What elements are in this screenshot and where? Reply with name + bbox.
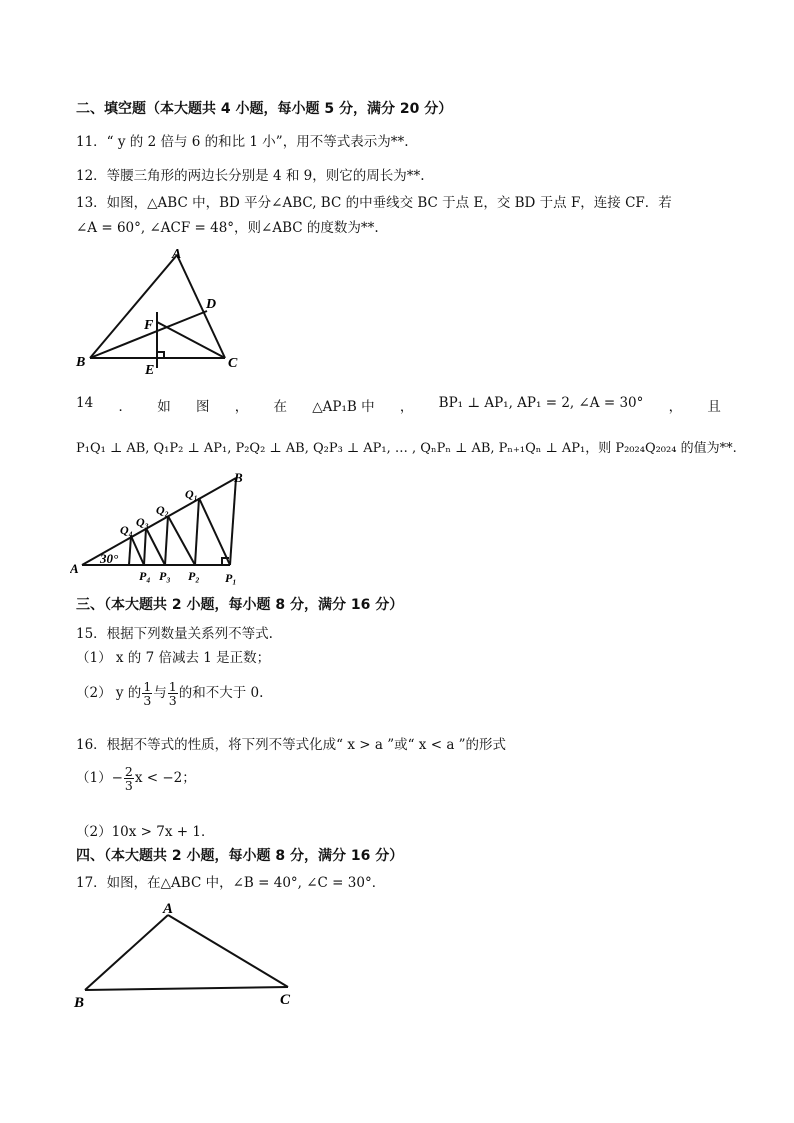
label-b: B xyxy=(74,995,85,1011)
q16-p1-prefix: （1）− xyxy=(76,770,123,787)
section-2-heading: 二、填空题（本大题共 4 小题，每小题 5 分，满分 20 分） xyxy=(76,101,453,117)
q14-token: △AP₁B 中 xyxy=(312,399,375,415)
q14-token: BP₁ ⊥ AP₁, AP₁ = 2, ∠A = 30° xyxy=(438,395,644,411)
section-3-heading: 三、（本大题共 2 小题，每小题 8 分，满分 16 分） xyxy=(76,597,404,613)
question-17: 17．如图，在△ABC 中，∠B = 40°, ∠C = 30°． xyxy=(76,875,386,891)
q14-token: 图 xyxy=(195,399,210,415)
q14-token: 在 xyxy=(273,399,288,415)
q14-token: 且 xyxy=(707,399,721,415)
question-14-line-2: P₁Q₁ ⊥ AB, Q₁P₂ ⊥ AP₁, P₂Q₂ ⊥ AB, Q₂P₃ ⊥ AP₁, … , QₙPₙ ⊥ AB, Pₙ₊₁Qₙ ⊥ AP₁，则 P₂₀₂₄Q₂₀₂₄ 的值为**. xyxy=(76,441,737,456)
label-q2: Q₂ xyxy=(156,503,169,517)
question-13-line-1: 13．如图，△ABC 中，BD 平分∠ABC, BC 的中垂线交 BC 于点 E，交 BD 于点 F，连接 CF．若 xyxy=(76,195,672,211)
question-16-part-1 xyxy=(76,765,196,792)
q14-token: 如 xyxy=(157,399,171,415)
label-a: A xyxy=(70,561,79,576)
label-p3: P₃ xyxy=(159,569,171,583)
q14-token: 14 xyxy=(76,395,94,411)
label-b: B xyxy=(76,355,86,370)
q14-token: ， xyxy=(668,399,683,415)
label-b: B xyxy=(234,470,243,485)
label-p1: P₁ xyxy=(225,571,237,585)
question-13-line-2: ∠A = 60°, ∠ACF = 48°，则∠ABC 的度数为**. xyxy=(76,220,379,236)
q14-token: ， xyxy=(399,399,414,415)
q14-token: ， xyxy=(234,399,249,415)
label-c: C xyxy=(228,356,238,371)
label-f: F xyxy=(144,318,154,333)
question-14-line-1 xyxy=(76,395,721,415)
label-e: E xyxy=(145,363,155,378)
fraction-one-third: $\frac{1}{3}$ xyxy=(168,679,177,709)
fraction-one-third: $\frac{1}{3}$ xyxy=(143,679,152,709)
label-p2: P₂ xyxy=(188,569,200,583)
section-4-heading: 四、（本大题共 2 小题，每小题 8 分，满分 16 分） xyxy=(76,848,404,864)
triangle-abc-figure-q17 xyxy=(70,895,305,1015)
q14-token: ． xyxy=(118,399,132,415)
fraction-two-thirds: $\frac{2}{3}$ xyxy=(124,764,133,794)
label-a: A xyxy=(172,247,182,262)
question-15-part-2 xyxy=(76,680,263,707)
question-11: 11．“ y 的 2 倍与 6 的和比 1 小”，用不等式表示为**. xyxy=(76,134,409,150)
triangle-ap1b-figure-q14 xyxy=(70,468,255,586)
question-15-stem: 15．根据下列数量关系列不等式. xyxy=(76,626,273,642)
label-d: D xyxy=(206,297,217,312)
q16-p1-suffix: x < −2； xyxy=(134,770,196,787)
label-q3: Q₃ xyxy=(136,515,149,529)
q15-p2-mid: 与 xyxy=(153,685,167,702)
question-15-part-1: （1） x 的 7 倍减去 1 是正数； xyxy=(76,650,271,666)
question-16-stem: 16．根据不等式的性质，将下列不等式化成“ x > a ”或“ x < a ”的形式 xyxy=(76,737,507,753)
triangle-abc-figure-q13 xyxy=(70,240,250,378)
question-16-part-2: （2）10x > 7x + 1． xyxy=(76,824,215,840)
label-q4: Q₄ xyxy=(120,523,133,537)
q15-p2-suffix: 的和不大于 0. xyxy=(178,685,264,702)
angle-label-30: 30° xyxy=(100,551,119,566)
label-q1: Q₁ xyxy=(185,487,198,501)
label-p4: P₄ xyxy=(139,569,151,583)
question-12: 12．等腰三角形的两边长分别是 4 和 9，则它的周长为**. xyxy=(76,168,425,184)
label-c: C xyxy=(280,992,291,1008)
q15-p2-prefix: （2） y 的 xyxy=(76,685,142,702)
label-a: A xyxy=(163,901,174,917)
